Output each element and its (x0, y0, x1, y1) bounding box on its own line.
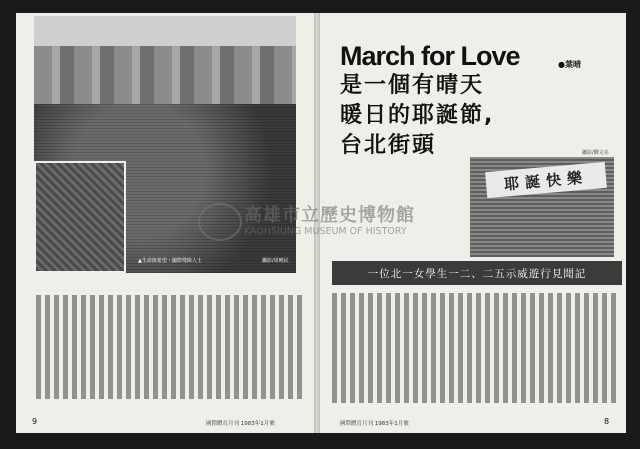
subtitle-bar (332, 261, 622, 285)
author-name: ●葉晴 (558, 60, 581, 69)
page-footer: 國際體育月刊 1983年1月號 (340, 421, 409, 427)
watermark-chinese: 高雄市立歷史博物館 (244, 205, 415, 226)
page-number: 9 (32, 417, 38, 426)
body-text-columns (36, 295, 304, 399)
title-english: March for Love (340, 41, 520, 71)
photo-credit: 攝影/周曉民 (262, 258, 289, 264)
photo-caption: ▲生命與希望・國際殘障人士 (138, 258, 202, 264)
title-chinese-line2: 暖日的耶誕節, (340, 103, 495, 128)
sign-board: 耶誕快樂 (485, 162, 607, 198)
page-footer: 國際體育月刊 1983年1月號 (206, 421, 275, 427)
subtitle: 一位北一女學生一二、二五示威遊行見聞記 (367, 267, 587, 280)
inset-photo (34, 161, 126, 273)
left-page (16, 13, 314, 433)
watermark-english: KAOHSIUNG MUSEUM OF HISTORY (244, 226, 407, 237)
article-title (340, 41, 560, 161)
right-page (320, 13, 626, 433)
photo-buildings (34, 46, 296, 104)
title-chinese-line1: 是一個有晴天 (340, 73, 485, 98)
title-chinese-line3: 台北街頭 (340, 133, 437, 158)
photo-credit: 攝影/劉文亮 (582, 150, 609, 156)
body-text-columns (332, 293, 620, 403)
banner-photo (470, 157, 614, 257)
page-number: 8 (604, 417, 610, 426)
